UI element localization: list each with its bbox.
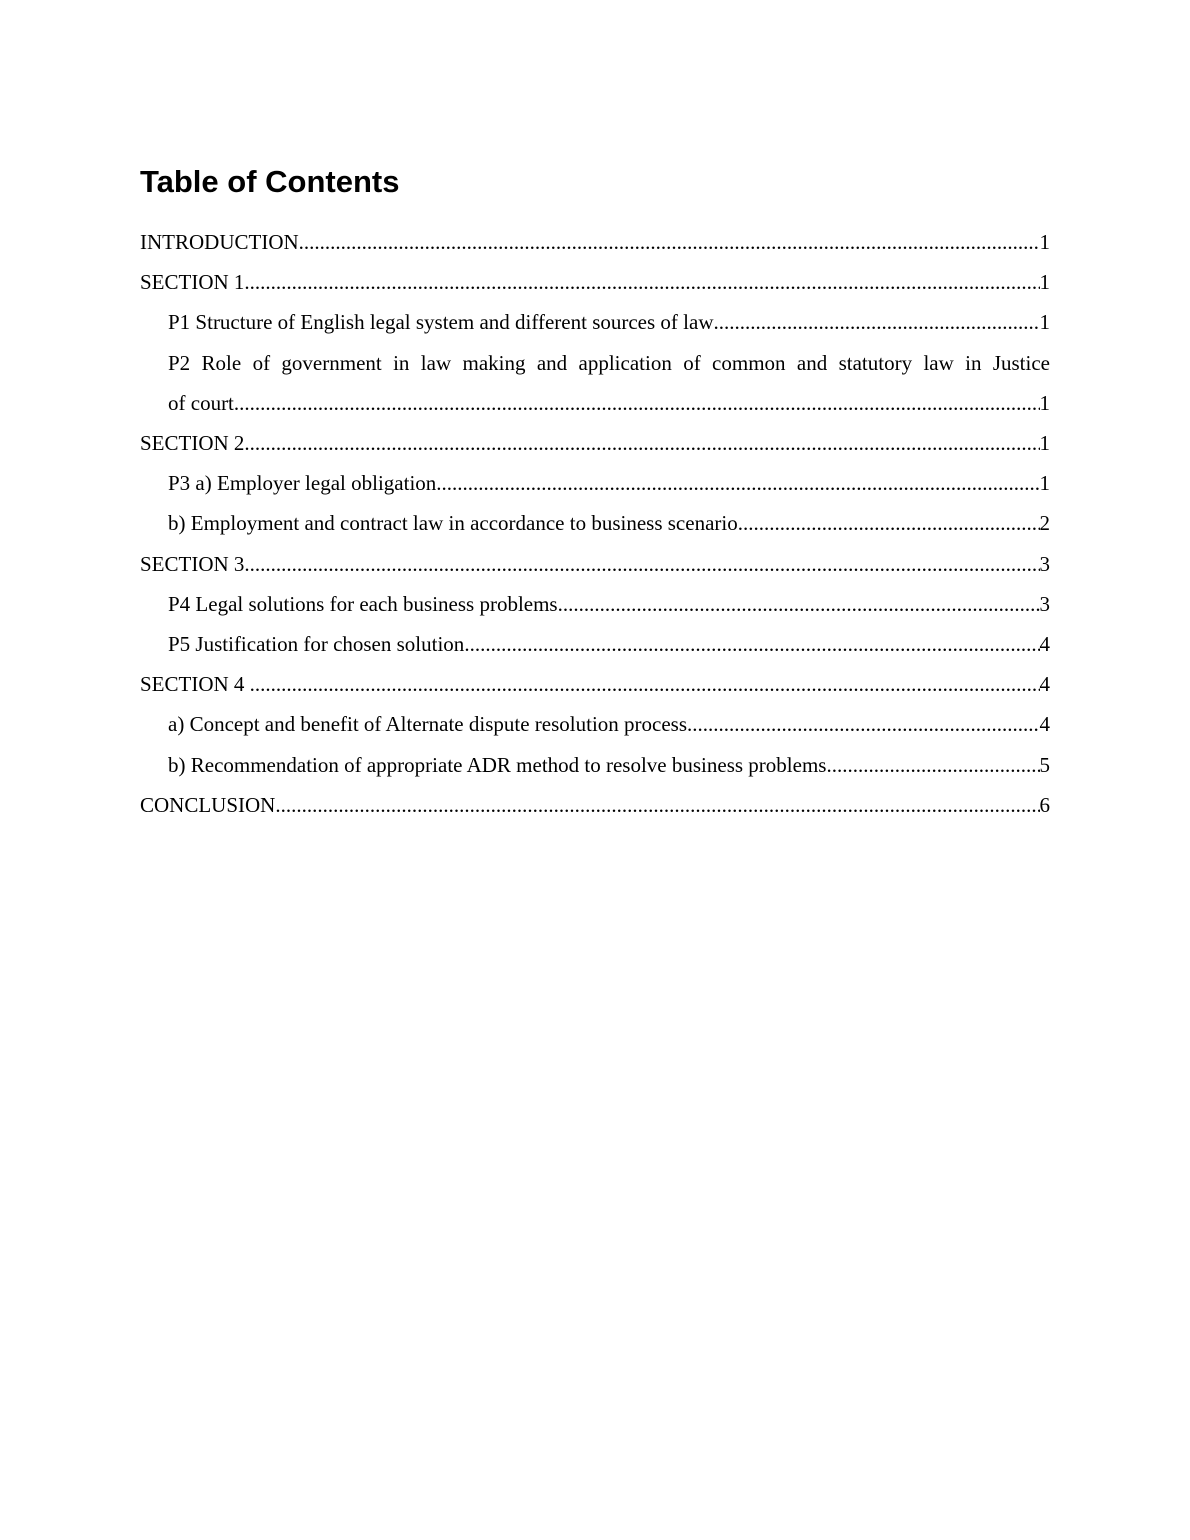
dot-leader: [244, 423, 1039, 463]
toc-list: [140, 222, 1050, 825]
toc-entry-p1[interactable]: [140, 302, 1050, 342]
dot-leader: [244, 262, 1039, 302]
dot-leader: [714, 302, 1040, 342]
toc-entry-section-2[interactable]: [140, 423, 1050, 463]
toc-entry-conclusion[interactable]: [140, 785, 1050, 825]
toc-entry-label: SECTION 4: [140, 672, 250, 697]
toc-entry-label: P4 Legal solutions for each business problems: [168, 591, 558, 616]
toc-entry-label: b) Recommendation of appropriate ADR method to resolve business problems: [168, 752, 827, 777]
toc-entry-section-4[interactable]: [140, 664, 1050, 704]
dot-leader: [244, 544, 1039, 584]
toc-entry-adr-concept[interactable]: [140, 704, 1050, 744]
toc-entry-label: SECTION 3: [140, 551, 245, 576]
toc-entry-p3b[interactable]: [140, 503, 1050, 543]
toc-entry-label-line-2-row: [168, 383, 1050, 423]
toc-entry-p2[interactable]: [140, 343, 1050, 423]
toc-page-number: 1: [1039, 431, 1050, 456]
toc-entry-label: P5 Justification for chosen solution: [168, 632, 465, 657]
toc-entry-label: SECTION 1: [140, 270, 245, 295]
toc-heading: Table of Contents: [140, 164, 400, 199]
dot-leader: [234, 383, 1040, 423]
toc-entry-label: a) Concept and benefit of Alternate dispute resolution process: [168, 712, 688, 737]
toc-entry-label: SECTION 2: [140, 431, 245, 456]
toc-entry-label: INTRODUCTION: [140, 230, 299, 254]
toc-entry-label: P1 Structure of English legal system and different sources of law: [168, 310, 714, 335]
toc-entry-label-line-2: of court: [168, 390, 234, 415]
toc-entry-section-3[interactable]: [140, 544, 1050, 584]
dot-leader: [299, 222, 1040, 262]
toc-entry-label: CONCLUSION: [140, 792, 276, 817]
toc-entry-p4[interactable]: [140, 584, 1050, 624]
dot-leader: [436, 463, 1039, 503]
toc-page-number: 4: [1039, 672, 1050, 697]
toc-page-number: 1: [1039, 270, 1050, 295]
toc-entry-p5[interactable]: [140, 624, 1050, 664]
dot-leader: [250, 664, 1040, 704]
toc-entry-label: b) Employment and contract law in accordance to business scenario: [168, 511, 738, 536]
toc-entry-introduction[interactable]: [140, 222, 1050, 262]
toc-page-number: 1: [1039, 471, 1050, 496]
toc-page-number: 4: [1039, 712, 1050, 737]
toc-page-number: 2: [1039, 511, 1050, 536]
toc-page-number: 1: [1039, 390, 1050, 415]
toc-page-number: 1: [1039, 230, 1050, 254]
toc-page-number: 5: [1039, 752, 1050, 777]
toc-entry-label: P3 a) Employer legal obligation: [168, 471, 437, 496]
dot-leader: [558, 584, 1040, 624]
dot-leader: [826, 745, 1039, 785]
toc-page-number: 1: [1039, 310, 1050, 335]
toc-entry-p3a[interactable]: [140, 463, 1050, 503]
dot-leader: [738, 503, 1040, 543]
dot-leader: [275, 785, 1039, 825]
toc-page-number: 3: [1039, 551, 1050, 576]
toc-page-number: 3: [1039, 591, 1050, 616]
toc-page-number: 6: [1039, 792, 1050, 817]
dot-leader: [464, 624, 1039, 664]
toc-entry-label-line-1: P2 Role of government in law making and application of common and statutory law in Justice: [168, 350, 1050, 375]
toc-entry-section-1[interactable]: [140, 262, 1050, 302]
toc-page-number: 4: [1039, 632, 1050, 657]
toc-entry-adr-recommendation[interactable]: [140, 745, 1050, 785]
dot-leader: [687, 704, 1039, 744]
